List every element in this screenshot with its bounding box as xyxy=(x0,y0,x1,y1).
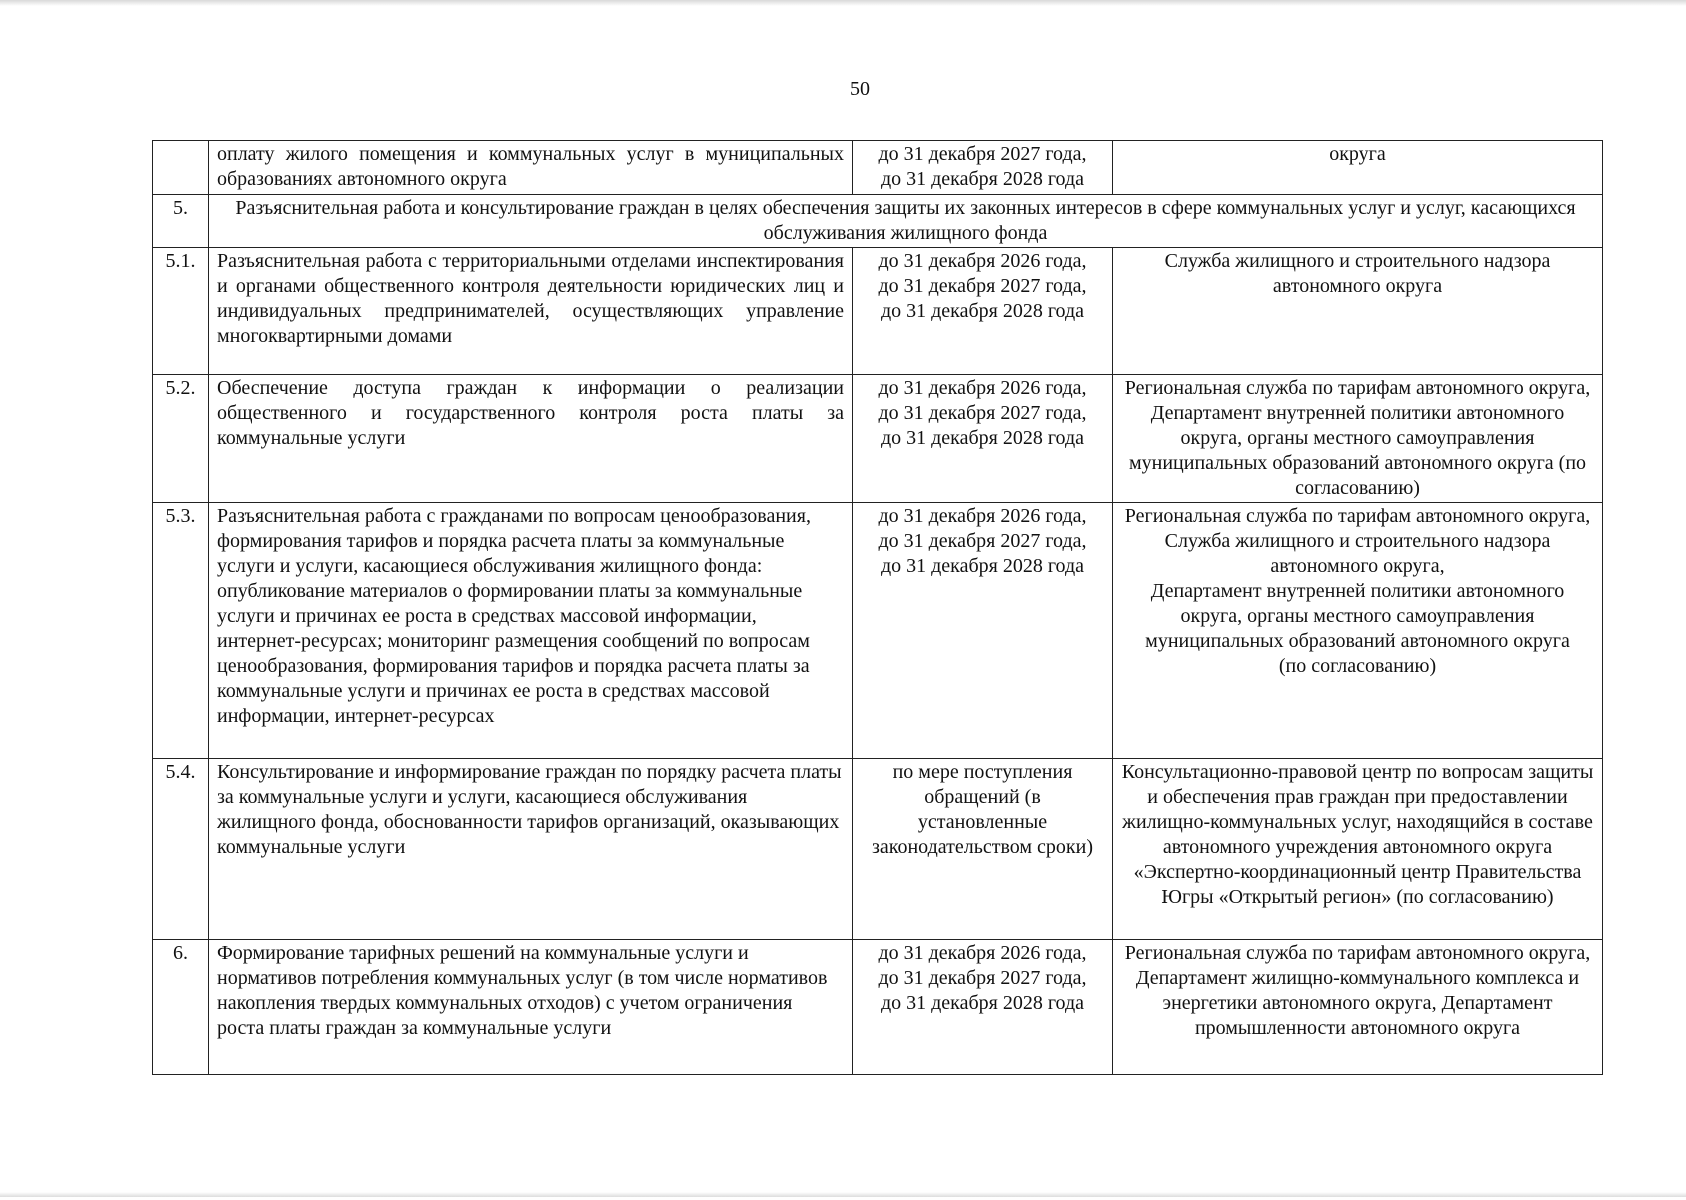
table-row xyxy=(153,141,1603,195)
term-cell: до 31 декабря 2026 года, до 31 декабря 2027 года, до 31 декабря 2028 года xyxy=(853,375,1113,503)
table-row xyxy=(153,940,1603,1075)
row-number: 5. xyxy=(153,195,209,248)
responsible-cell: Служба жилищного и строительного надзора автономного округа xyxy=(1113,248,1603,375)
measures-table xyxy=(152,140,1603,1075)
measure-text: Обеспечение доступа граждан к информации о реализации общественного и государственного контроля роста платы за коммунальные услуги xyxy=(209,375,853,503)
responsible-cell: Региональная служба по тарифам автономного округа, Служба жилищного и строительного надзора автономного округа, Департамент внутренней политики автономного округа, органы местного самоуправления муниципальных образований автономного округа (по согласованию) xyxy=(1113,503,1603,759)
scan-edge-top xyxy=(0,0,1686,6)
responsible-cell: Консультационно-правовой центр по вопросам защиты и обеспечения прав граждан при предоставлении жилищно-коммунальных услуг, находящийся в составе автономного учреждения автономного округа «Экспертно-координационный центр Правительства Югры «Открытый регион» (по согласованию) xyxy=(1113,759,1603,940)
responsible-cell: Региональная служба по тарифам автономного округа, Департамент внутренней политики автономного округа, органы местного самоуправления муниципальных образований автономного округа (по согласованию) xyxy=(1113,375,1603,503)
scan-edge-bottom xyxy=(0,1192,1686,1197)
table-row xyxy=(153,759,1603,940)
term-cell: по мере поступления обращений (в установленные законодательством сроки) xyxy=(853,759,1113,940)
measure-text: Разъяснительная работа с гражданами по вопросам ценообразования, формирования тарифов и порядка расчета платы за коммунальные услуги и услуги, касающиеся обслуживания жилищного фонда: опубликование материалов о формировании платы за коммунальные услуги и причинах ее роста в средствах массовой информации, интернет-ресурсах; мониторинг размещения сообщений по вопросам ценообразования, формирования тарифов и порядка расчета платы за коммунальные услуги и причинах ее роста в средствах массовой информации, интернет-ресурсах xyxy=(209,503,853,759)
term-cell: до 31 декабря 2026 года, до 31 декабря 2027 года, до 31 декабря 2028 года xyxy=(853,940,1113,1075)
row-number: 5.3. xyxy=(153,503,209,759)
responsible-cell: округа xyxy=(1113,141,1603,195)
table-row xyxy=(153,503,1603,759)
responsible-cell: Региональная служба по тарифам автономного округа, Департамент жилищно-коммунального комплекса и энергетики автономного округа, Департамент промышленности автономного округа xyxy=(1113,940,1603,1075)
measure-text: Формирование тарифных решений на коммунальные услуги и нормативов потребления коммунальных услуг (в том числе нормативов накопления твердых коммунальных отходов) с учетом ограничения роста платы граждан за коммунальные услуги xyxy=(209,940,853,1075)
section-row xyxy=(153,195,1603,248)
row-number: 6. xyxy=(153,940,209,1075)
section-title: Разъяснительная работа и консультирование граждан в целях обеспечения защиты их законных интересов в сфере коммунальных услуг и услуг, касающихся обслуживания жилищного фонда xyxy=(209,195,1603,248)
row-number: 5.1. xyxy=(153,248,209,375)
row-number xyxy=(153,141,209,195)
table-row xyxy=(153,248,1603,375)
table-row xyxy=(153,375,1603,503)
term-cell: до 31 декабря 2026 года, до 31 декабря 2027 года, до 31 декабря 2028 года xyxy=(853,503,1113,759)
term-cell: до 31 декабря 2027 года, до 31 декабря 2028 года xyxy=(853,141,1113,195)
measure-text: Консультирование и информирование граждан по порядку расчета платы за коммунальные услуги и услуги, касающиеся обслуживания жилищного фонда, обоснованности тарифов организаций, оказывающих коммунальные услуги xyxy=(209,759,853,940)
page-number: 50 xyxy=(850,78,870,100)
row-number: 5.4. xyxy=(153,759,209,940)
measure-text: Разъяснительная работа с территориальными отделами инспектирования и органами общественного контроля деятельности юридических лиц и индивидуальных предпринимателей, осуществляющих управление многоквартирными домами xyxy=(209,248,853,375)
measure-text: оплату жилого помещения и коммунальных услуг в муниципальных образованиях автономного округа xyxy=(209,141,853,195)
term-cell: до 31 декабря 2026 года, до 31 декабря 2027 года, до 31 декабря 2028 года xyxy=(853,248,1113,375)
row-number: 5.2. xyxy=(153,375,209,503)
